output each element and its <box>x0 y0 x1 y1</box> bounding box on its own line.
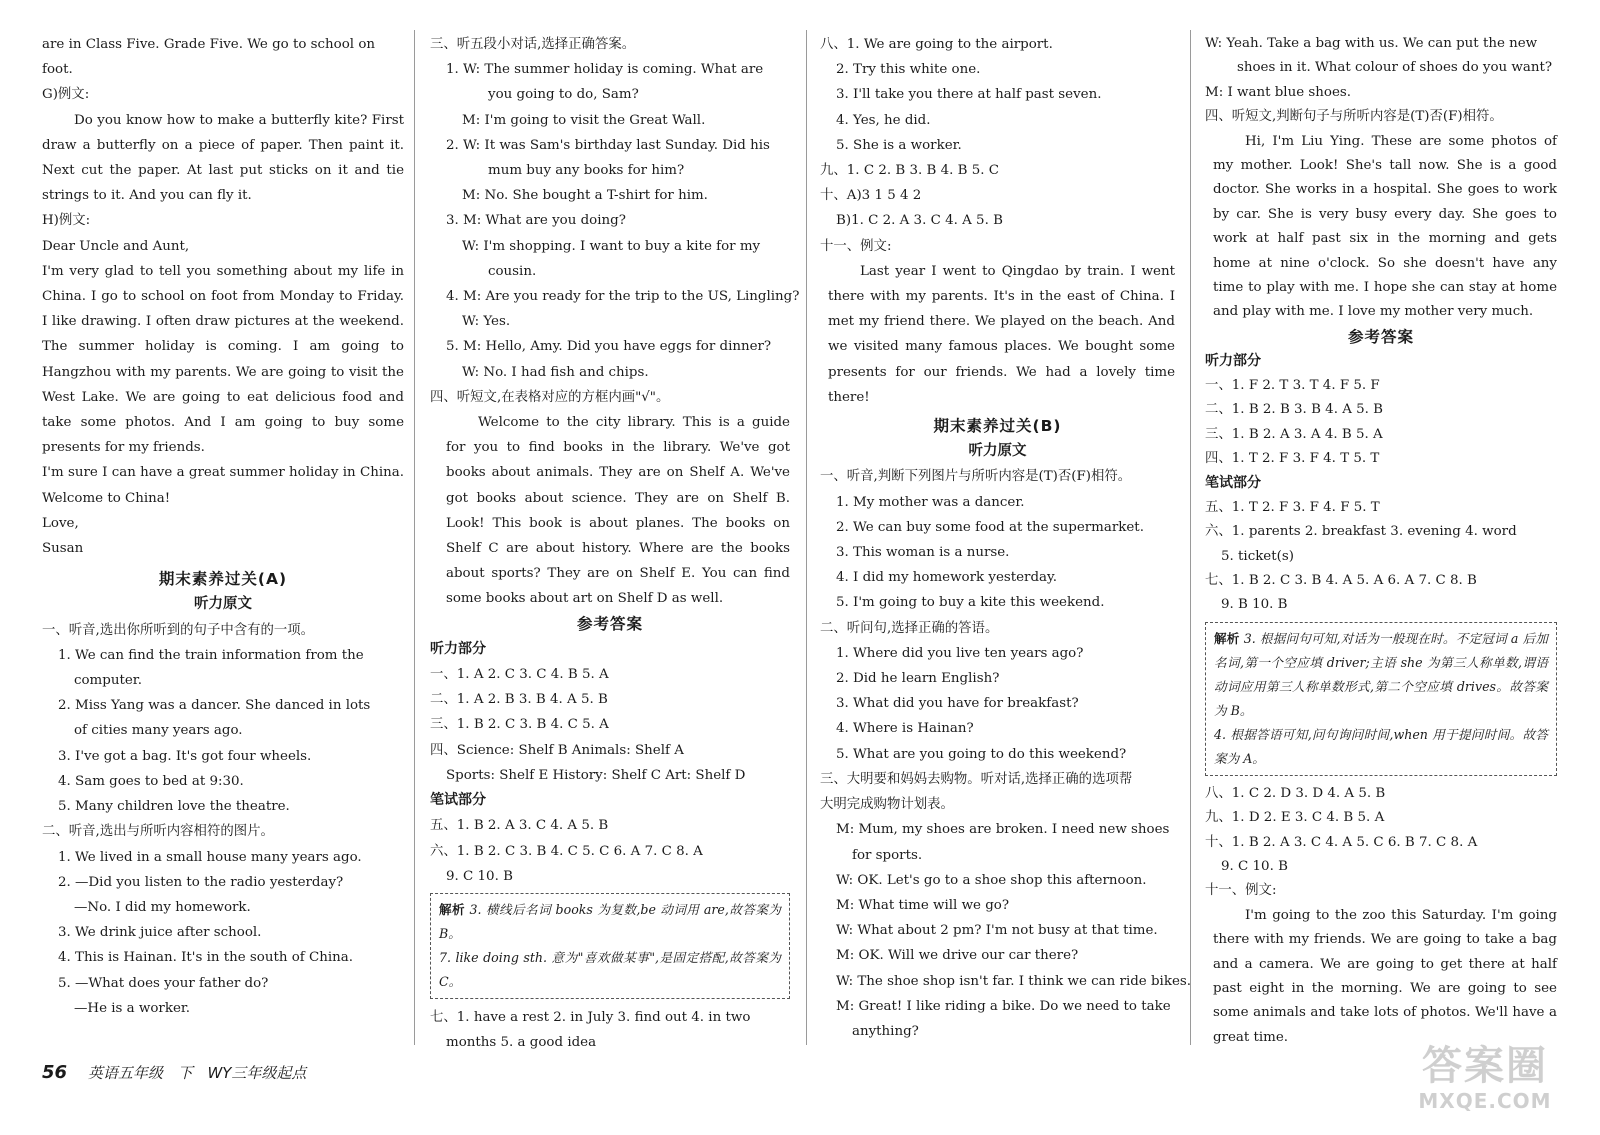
column-2 <box>430 32 800 1055</box>
list-item: 3. I've got a bag. It's got four wheels. <box>58 748 312 764</box>
explanation-box <box>1205 622 1557 776</box>
answer-line: Sports: Shelf E History: Shelf C Art: Shelf D <box>446 767 746 783</box>
list-item: 3. What did you have for breakfast? <box>836 696 1079 712</box>
dialogue-line: anything? <box>852 1023 919 1039</box>
answer-line: 三、1. B 2. C 3. B 4. C 5. A <box>430 717 609 733</box>
answer-line: 4. Yes, he did. <box>836 112 931 128</box>
answer-line: 9. C 10. B <box>1221 858 1288 874</box>
answer-line: 一、1. A 2. C 3. C 4. B 5. A <box>430 667 609 683</box>
answer-line: 二、1. A 2. B 3. B 4. A 5. B <box>430 692 608 708</box>
answer-title: 参考答案 <box>576 614 643 633</box>
answer-line: 八、1. C 2. D 3. D 4. A 5. B <box>1205 785 1386 801</box>
section-subtitle: 听力原文 <box>968 443 1027 460</box>
list-item: 4. Where is Hainan? <box>836 721 974 737</box>
dialogue-line: W: Yes. <box>462 314 511 330</box>
section-title: 期末素养过关(A) <box>158 570 288 589</box>
answer-line: 5. ticket(s) <box>1221 548 1294 564</box>
answer-line: 3. I'll take you there at half past seven. <box>836 87 1102 103</box>
text-line: are in Class Five. Grade Five. We go to school on <box>42 37 376 52</box>
list-item: 1. Where did you live ten years ago? <box>836 645 1084 661</box>
answer-line: 二、1. B 2. B 3. B 4. A 5. B <box>1205 402 1384 418</box>
explanation-text: 3. 根据问句可知,对话为一般现在时。不定冠词 a 后加名词,第一个空应填 driver;主语 she 为第三人称单数,谓语动词应用第三人称单数形式,第二个空应填 drives。故答案为 B。 <box>1214 630 1548 718</box>
dialogue-line: W: Yeah. Take a bag with us. We can put the new <box>1205 36 1538 51</box>
watermark-url: MXQE.COM <box>1418 1089 1552 1113</box>
answer-line: 五、1. T 2. F 3. F 4. F 5. T <box>1205 499 1380 515</box>
section-label: H)例文: <box>42 213 91 229</box>
list-item: 4. This is Hainan. It's in the south of China. <box>58 950 354 966</box>
answer-line: 一、1. F 2. T 3. T 4. F 5. F <box>1205 377 1380 393</box>
list-item: 1. My mother was a dancer. <box>836 494 1025 510</box>
sample-essay: Last year I went to Qingdao by train. I went there with my parents. It's in the east of China. I met my friend there. We played on the beach. And we visited many famous places. We bought some presents for our friends. We had a lovely time there! <box>828 263 1175 405</box>
dialogue-line: 3. M: What are you doing? <box>446 213 626 229</box>
page-footer <box>42 1062 316 1083</box>
letter-closing: I'm sure I can have a great summer holiday in China. Welcome to China! <box>42 465 404 506</box>
column-divider <box>1190 30 1191 1045</box>
dialogue-line: M: Mum, my shoes are broken. I need new shoes <box>836 822 1170 838</box>
part-heading: 听力部分 <box>430 640 486 657</box>
question-heading: 三、大明要和妈妈去购物。听对话,选择正确的选项帮 <box>820 771 1133 787</box>
explanation-box <box>430 893 790 999</box>
dialogue-line: 4. M: Are you ready for the trip to the US, Lingling? <box>446 289 800 305</box>
answer-line: 9. B 10. B <box>1221 597 1288 613</box>
watermark-logo <box>1410 1043 1560 1113</box>
footer-edition: WY三年级起点 <box>207 1064 307 1082</box>
dialogue-line: M: I want blue shoes. <box>1205 84 1352 100</box>
list-item: 2. Did he learn English? <box>836 671 1000 687</box>
question-heading: 二、听问句,选择正确的答语。 <box>820 620 999 636</box>
answer-line: 十、A)3 1 5 4 2 <box>820 188 922 204</box>
column-3 <box>820 32 1192 1044</box>
dialogue-line: M: No. She bought a T-shirt for him. <box>462 188 708 204</box>
answer-line: 5. She is a worker. <box>836 137 962 153</box>
section-label: 十一、例文: <box>820 238 892 254</box>
list-item: computer. <box>74 673 142 689</box>
answer-line: 五、1. B 2. A 3. C 4. A 5. B <box>430 818 609 834</box>
dialogue-line: cousin. <box>488 263 537 279</box>
part-heading: 笔试部分 <box>1205 475 1261 492</box>
dialogue-line: shoes in it. What colour of shoes do you want? <box>1237 60 1553 76</box>
dialogue-line: W: No. I had fish and chips. <box>462 364 649 380</box>
column-4 <box>1205 32 1557 1050</box>
list-item: 1. We lived in a small house many years ago. <box>58 849 362 865</box>
answer-line: 六、1. parents 2. breakfast 3. evening 4. word <box>1205 524 1517 540</box>
answer-line: 2. Try this white one. <box>836 62 981 78</box>
dialogue-line: M: I'm going to visit the Great Wall. <box>462 112 706 128</box>
column-1 <box>42 32 404 1021</box>
dialogue-line: for sports. <box>852 847 923 863</box>
dialogue-line: M: Great! I like riding a bike. Do we need to take <box>836 998 1171 1014</box>
list-item: —No. I did my homework. <box>74 899 251 915</box>
text-line: foot. <box>42 62 73 78</box>
answer-line: months 5. a good idea <box>446 1035 597 1051</box>
dialogue-line: W: I'm shopping. I want to buy a kite for my <box>462 238 761 254</box>
answer-line: B)1. C 2. A 3. C 4. A 5. B <box>836 213 1003 229</box>
list-item: of cities many years ago. <box>74 723 243 739</box>
column-divider <box>414 30 415 1045</box>
answer-line: 八、1. We are going to the airport. <box>820 37 1053 52</box>
question-heading: 大明完成购物计划表。 <box>820 797 954 813</box>
list-item: 5. What are you going to do this weekend? <box>836 746 1127 762</box>
answer-line: 九、1. C 2. B 3. B 4. B 5. C <box>820 163 999 179</box>
footer-term: 下 <box>177 1064 193 1082</box>
list-item: 1. We can find the train information from the <box>58 647 364 663</box>
dialogue-line: W: OK. Let's go to a shoe shop this afternoon. <box>836 872 1147 888</box>
answer-line: 四、Science: Shelf B Animals: Shelf A <box>430 742 684 758</box>
question-heading: 一、听音,判断下列图片与所听内容是(T)否(F)相符。 <box>820 469 1132 485</box>
question-heading: 一、听音,选出你所听到的句子中含有的一项。 <box>42 622 315 638</box>
answer-line: 六、1. B 2. C 3. B 4. C 5. C 6. A 7. C 8. A <box>430 843 703 859</box>
answer-line: 四、1. T 2. F 3. F 4. T 5. T <box>1205 450 1380 466</box>
question-heading: 二、听音,选出与所听内容相符的图片。 <box>42 824 274 840</box>
page-number: 56 <box>42 1062 68 1083</box>
dialogue-line: 2. W: It was Sam's birthday last Sunday. Did his <box>446 137 770 153</box>
listening-passage: Hi, I'm Liu Ying. These are some photos of my mother. Look! She's tall now. She is a good doctor. She works in a hospital. She goes to work by car. She is very busy every day. She goes to work at half past six in the morning and gets home at nine o'clock. So she doesn't have any time to play with me. I hope she can stay at home and play with me. I love my mother very much. <box>1213 133 1557 320</box>
list-item: 3. This woman is a nurse. <box>836 545 1010 561</box>
answer-line: 七、1. B 2. C 3. B 4. A 5. A 6. A 7. C 8. B <box>1205 572 1477 588</box>
answer-title: 参考答案 <box>1347 327 1414 346</box>
list-item: 2. Miss Yang was a dancer. She danced in lots <box>58 698 371 714</box>
letter-signoff: Love, <box>42 515 79 531</box>
sample-essay-g: Do you know how to make a butterfly kite? First draw a butterfly on a piece of paper. Then paint it. Next cut the paper. At last put sticks on it and tie strings to it. And you can fly it. <box>42 112 404 204</box>
dialogue-line: 1. W: The summer holiday is coming. What are <box>446 62 764 78</box>
sample-essay: I'm going to the zoo this Saturday. I'm going there with my friends. We are going to take a bag and a camera. We are going to get there at half past eight in the morning. We are going to see some animals and take lots of photos. We'll have a great time. <box>1213 907 1557 1045</box>
dialogue-line: M: OK. Will we drive our car there? <box>836 948 1079 964</box>
list-item: 3. We drink juice after school. <box>58 925 262 941</box>
answer-line: 九、1. D 2. E 3. C 4. B 5. A <box>1205 810 1385 826</box>
answer-line: 十、1. B 2. A 3. C 4. A 5. C 6. B 7. C 8. A <box>1205 834 1478 850</box>
explanation-text: 7. like doing sth. 意为"喜欢做某事",是固定搭配,故答案为 C。 <box>439 949 781 989</box>
question-heading: 三、听五段小对话,选择正确答案。 <box>430 37 636 52</box>
watermark-text: 答案圈 <box>1422 1043 1548 1089</box>
listening-passage: Welcome to the city library. This is a guide for you to find books in the library. We've got books about animals. They are on Shelf A. We've got books about science. They are on Shelf B. Look! This book is about planes. The books on Shelf C are about history. Where are the books about sports? They are on Shelf E. You can find some books about art on Shelf D as well. <box>446 415 790 607</box>
answer-line: 七、1. have a rest 2. in July 3. find out 4. in two <box>430 1009 751 1025</box>
explanation-tag: 解析 <box>439 901 466 917</box>
footer-subject: 英语五年级 <box>87 1064 163 1082</box>
explanation-text: 3. 横线后名词 books 为复数,be 动词用 are,故答案为 B。 <box>439 901 781 941</box>
list-item: —He is a worker. <box>74 1000 191 1016</box>
part-heading: 笔试部分 <box>430 792 486 809</box>
question-heading: 四、听短文,判断句子与所听内容是(T)否(F)相符。 <box>1205 109 1503 125</box>
letter-greeting: Dear Uncle and Aunt, <box>42 238 190 254</box>
list-item: 4. Sam goes to bed at 9:30. <box>58 773 244 789</box>
dialogue-line: M: What time will we go? <box>836 897 1010 913</box>
list-item: 5. Many children love the theatre. <box>58 799 290 815</box>
section-label: G)例文: <box>42 87 90 103</box>
explanation-text: 4. 根据答语可知,问句询问时间,when 用于提问时间。故答案为 A。 <box>1214 726 1548 766</box>
section-subtitle: 听力原文 <box>194 596 252 613</box>
list-item: 5. I'm going to buy a kite this weekend. <box>836 595 1105 611</box>
dialogue-line: mum buy any books for him? <box>488 163 685 179</box>
explanation-tag: 解析 <box>1214 630 1240 646</box>
dialogue-line: 5. M: Hello, Amy. Did you have eggs for dinner? <box>446 339 772 355</box>
section-title: 期末素养过关(B) <box>933 417 1062 436</box>
list-item: 5. —What does your father do? <box>58 975 269 991</box>
question-heading: 四、听短文,在表格对应的方框内画"√"。 <box>430 389 670 405</box>
section-label: 十一、例文: <box>1205 883 1277 899</box>
letter-signature: Susan <box>42 541 84 557</box>
list-item: 2. We can buy some food at the supermarket. <box>836 519 1144 535</box>
dialogue-line: W: What about 2 pm? I'm not busy at that time. <box>836 923 1158 939</box>
letter-body: I'm very glad to tell you something about my life in China. I go to school on foot from Monday to Friday. I like drawing. I often draw pictures at the weekend. The summer holiday is coming. I am going to Hangzhou with my parents. We are going to visit the West Lake. We are going to eat delicious food and take some photos. And I am going to buy some presents for my friends. <box>42 263 404 456</box>
answer-line: 9. C 10. B <box>446 868 513 884</box>
dialogue-line: W: The shoe shop isn't far. I think we can ride bikes. <box>836 973 1192 989</box>
column-divider <box>806 30 807 1045</box>
dialogue-line: you going to do, Sam? <box>488 87 639 103</box>
list-item: 2. —Did you listen to the radio yesterday? <box>58 874 344 890</box>
answer-line: 三、1. B 2. A 3. A 4. B 5. A <box>1205 426 1383 442</box>
list-item: 4. I did my homework yesterday. <box>836 570 1058 586</box>
part-heading: 听力部分 <box>1205 353 1261 370</box>
